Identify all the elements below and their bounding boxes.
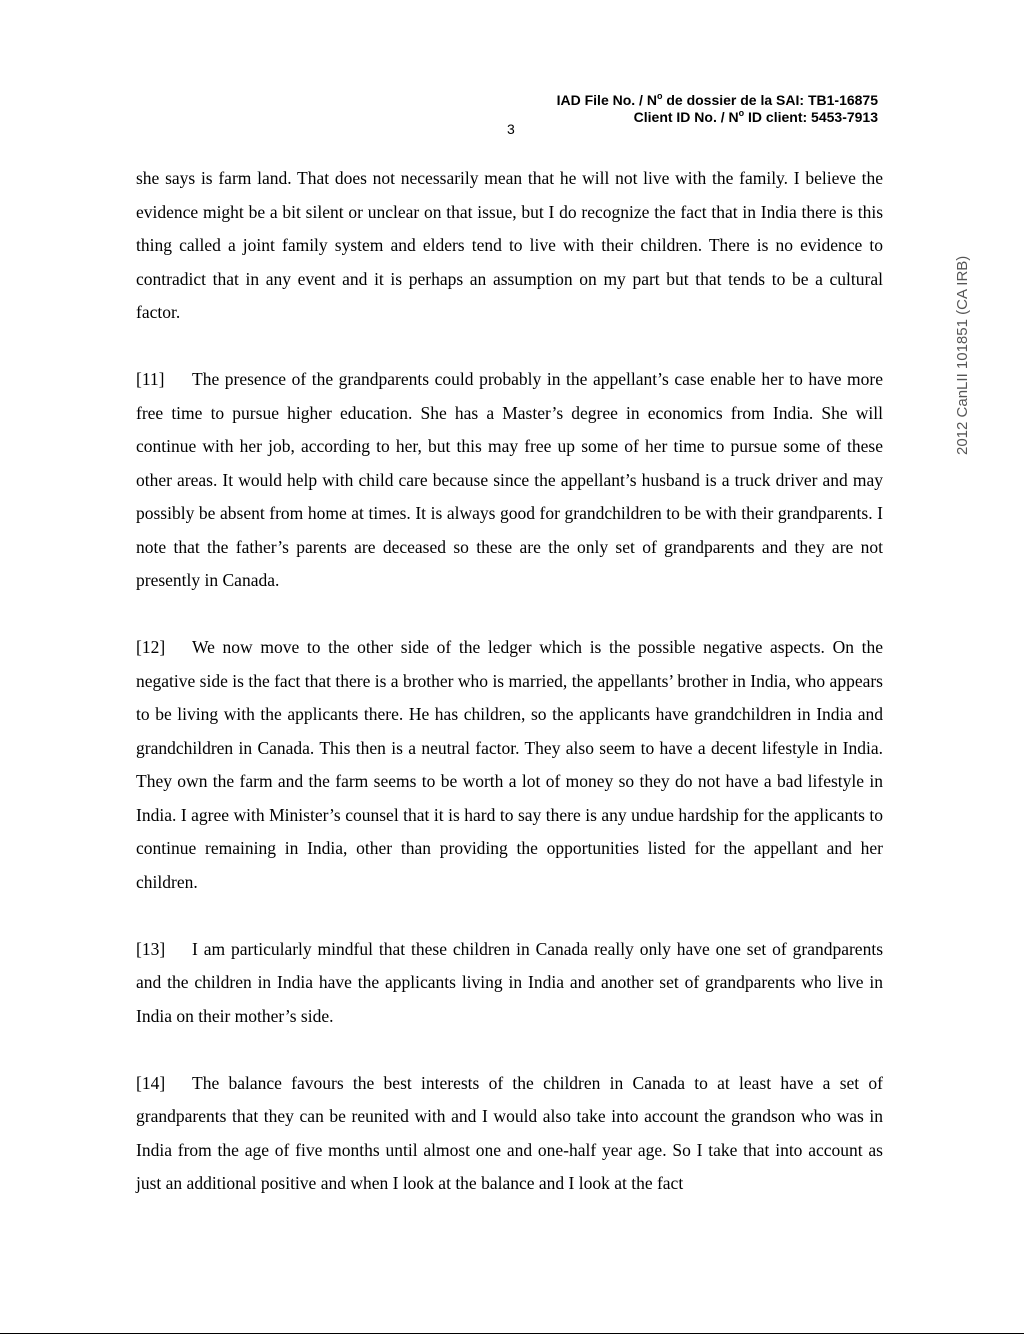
canlii-citation-watermark: 2012 CanLII 101851 (CA IRB) — [954, 255, 971, 455]
file-number-value: TB1-16875 — [807, 92, 878, 108]
paragraph-text: she says is farm land. That does not necessarily mean that he will not live with the family. I believe the evidence might be a bit silent or unclear on that issue, but I do recognize the fact that in India there is this thing called a joint family system and elders tend to live with their children. There is no evidence to contradict that in any event and it is perhaps an assumption on my part but that tends to be a cultural factor. — [136, 168, 883, 322]
paragraph-continued — [136, 162, 883, 330]
document-body — [136, 162, 883, 1234]
paragraph-number: [13] — [136, 938, 166, 959]
paragraph-text: The balance favours the best interests of the children in Canada to at least have a set of grandparents that they can be reunited with and I would also take into account the grandson who was in India from the age of five months until almost one and one-half year age. So I take that into account as just an additional positive and when I look at the balance and I look at the fact — [136, 1072, 883, 1193]
paragraph-12 — [136, 631, 883, 899]
client-id-label: Client ID No. / N — [633, 109, 739, 125]
page-number: 3 — [507, 121, 515, 137]
client-id-label-rest: ID client: — [744, 109, 812, 125]
paragraph-number: [12] — [136, 637, 166, 657]
file-number-label-rest: de dossier de la SAI: — [662, 92, 808, 108]
document-header — [557, 92, 878, 126]
paragraph-number: [14] — [136, 1072, 166, 1093]
paragraph-13 — [136, 933, 883, 1034]
client-id-value: 5453-7913 — [811, 109, 878, 125]
paragraph-14 — [136, 1067, 883, 1201]
paragraph-11 — [136, 363, 883, 598]
file-number-label: IAD File No. / N — [556, 92, 657, 108]
paragraph-text: The presence of the grandparents could probably in the appellant’s case enable her to have more free time to pursue higher education. She has a Master’s degree in economics from India. She will continue with her job, according to her, but this may free up some of her time to pursue some of these other areas. It would help with child care because since the appellant’s husband is a truck driver and may possibly be absent from home at times. It is always good for grandchildren to be with their grandparents. I note that the father’s parents are deceased so these are the only set of grandparents and they are not presently in Canada. — [136, 369, 883, 590]
client-id-line — [557, 109, 878, 126]
paragraph-number: [11] — [136, 369, 165, 389]
paragraph-text: I am particularly mindful that these children in Canada really only have one set of grandparents and the children in India have the applicants living in India and another set of grandparents who live in India on their mother’s side. — [136, 938, 883, 1026]
file-number-line — [557, 92, 878, 109]
file-number-label-sup: o — [656, 91, 663, 101]
client-id-label-sup: o — [738, 108, 745, 118]
paragraph-text: We now move to the other side of the ledger which is the possible negative aspects. On the negative side is the fact that there is a brother who is married, the appellants’ brother in India, who appears to be living with the applicants there. He has children, so the applicants have grandchildren in India and grandchildren in Canada. This then is a neutral factor. They also seem to have a decent lifestyle in India. They own the farm and the farm seems to be worth a lot of money so they do not have a bad lifestyle in India. I agree with Minister’s counsel that it is hard to say there is any undue hardship for the applicants to continue remaining in India, other than providing the opportunities listed for the appellant and her children. — [136, 637, 883, 892]
page-bottom-rule — [0, 1333, 1024, 1334]
